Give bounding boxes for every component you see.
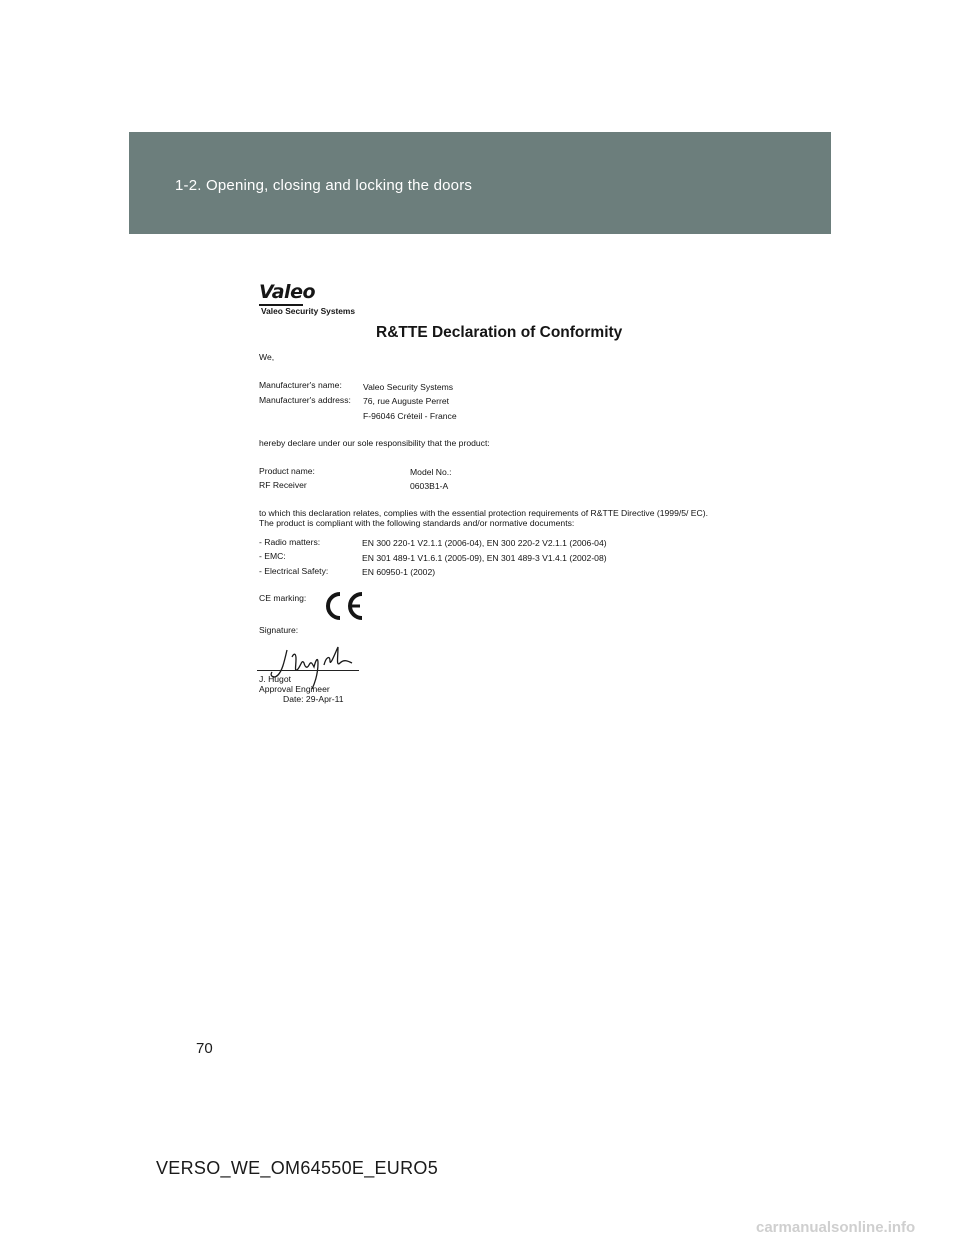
section-title: 1-2. Opening, closing and locking the doors [175, 177, 473, 194]
address-line-1: 76, rue Auguste Perret [363, 396, 449, 406]
product-name-label: Product name: [259, 466, 315, 476]
relates-line-2: The product is compliant with the following standards and/or normative documents: [259, 518, 575, 528]
standard-value: EN 60950-1 (2002) [362, 567, 436, 577]
document-code: VERSO_WE_OM64550E_EURO5 [156, 1158, 439, 1178]
declaration-date: Date: 29-Apr-11 [283, 694, 344, 704]
manufacturer-name-label: Manufacturer's name: [259, 380, 342, 390]
company-name: Valeo Security Systems [261, 306, 356, 316]
standard-label: - Radio matters: [259, 537, 321, 547]
signer-title: Approval Engineer [259, 684, 330, 694]
page-number: 70 [196, 1040, 213, 1057]
signature-label: Signature: [259, 625, 299, 635]
manufacturer-address-label: Manufacturer's address: [259, 395, 351, 405]
signer-name: J. Hugot [259, 674, 292, 684]
address-line-2: F-96046 Créteil - France [363, 411, 457, 421]
signature-line [257, 670, 359, 671]
standard-value: EN 301 489-1 V1.6.1 (2005-09), EN 301 489-3 V1.4.1 (2002-08) [362, 553, 607, 563]
standard-label: - EMC: [259, 551, 286, 561]
manufacturer-name-value: Valeo Security Systems [363, 382, 454, 392]
ce-marking-label: CE marking: [259, 593, 307, 603]
declare-statement: hereby declare under our sole responsibility that the product: [259, 438, 490, 448]
standard-label: - Electrical Safety: [259, 566, 329, 576]
we-text: We, [259, 352, 275, 362]
watermark: carmanualsonline.info [756, 1219, 916, 1236]
model-no-label: Model No.: [410, 467, 452, 477]
model-no-value: 0603B1-A [410, 481, 449, 491]
standard-value: EN 300 220-1 V2.1.1 (2006-04), EN 300 220-2 V2.1.1 (2006-04) [362, 538, 607, 548]
valeo-logo: Valeo [259, 281, 316, 303]
product-name-value: RF Receiver [259, 480, 307, 490]
relates-line-1: to which this declaration relates, complies with the essential protection requirements of R&TTE Directive (1999/5/ EC). [259, 508, 708, 518]
ce-mark-icon [320, 590, 366, 622]
declaration-title: R&TTE Declaration of Conformity [376, 324, 623, 341]
